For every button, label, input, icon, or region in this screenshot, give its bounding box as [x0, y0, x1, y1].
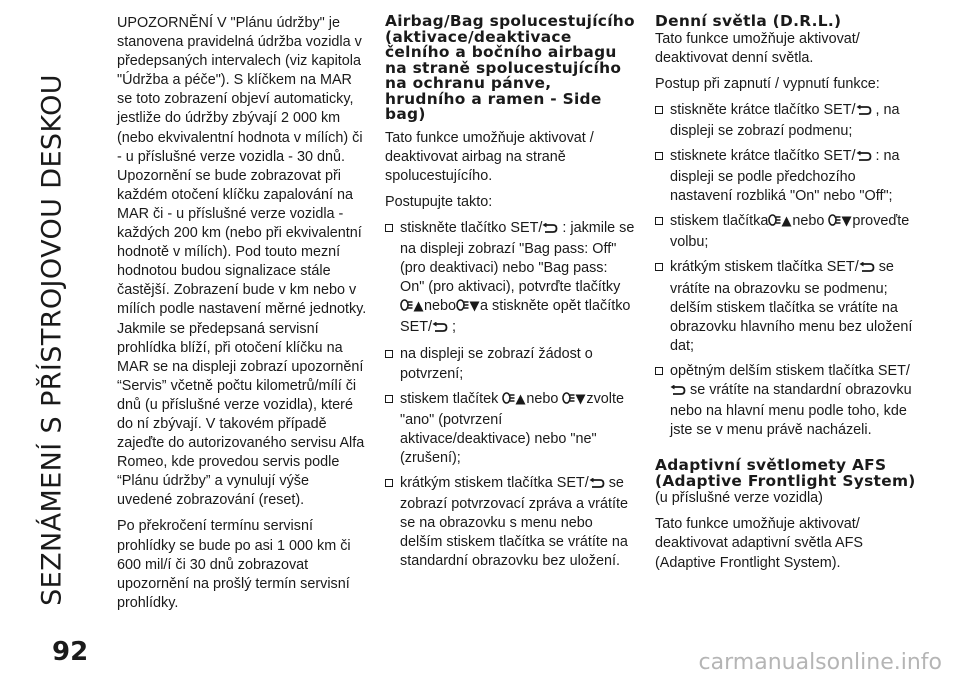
back-arrow-icon [859, 260, 875, 279]
drl-step-3: stiskem tlačítka nebo proveďte volbu; [655, 212, 917, 252]
back-arrow-icon [670, 383, 686, 402]
triangle-up-icon [781, 214, 792, 233]
airbag-step-2: na displeji se zobrazí žádost o potvrzení; [385, 345, 635, 383]
afs-heading: Adaptivní světlomety AFS (Adaptive Frontlight System) [655, 456, 916, 490]
drl-heading: Denní světla (D.R.L.) [655, 12, 842, 30]
back-arrow-icon [856, 149, 872, 168]
section-title-vertical: SEZNÁMENÍ S PŘÍSTROJOVOU DESKOU [36, 74, 68, 606]
light-beam-icon [768, 213, 781, 233]
airbag-intro: Tato funkce umožňuje aktivovat / deaktivovat airbag na straně spolucestujícího. [385, 129, 594, 184]
light-beam-icon [400, 298, 413, 318]
checkbox-bullet-icon [655, 263, 663, 271]
page-number: 92 [52, 637, 89, 667]
checkbox-bullet-icon [655, 367, 663, 375]
overdue-paragraph: Po překročení termínu servisní prohlídky se bude po asi 1 000 km či 600 mil/í či 30 dnů zobrazovat upozornění na prošlý termín servisní prohlídky. [117, 518, 351, 611]
column-3 [655, 14, 917, 580]
airbag-step-4: krátkým stiskem tlačítka SET/ se zobrazí potvrzovací zpráva a vrátíte se na obrazovku s menu nebo delším stiskem tlačítka se vrátíte na standardní obrazovku bez uložení. [385, 474, 635, 571]
afs-version-note: (u příslušné verze vozidla) [655, 490, 823, 507]
afs-intro: Tato funkce umožňuje aktivovat/ deaktivovat adaptivní světla AFS (Adaptive Frontlight System). [655, 516, 863, 571]
checkbox-bullet-icon [655, 217, 663, 225]
drl-step-2: stisknete krátce tlačítko SET/ : na displeji se podle předchozího nastavení rozbliká "On" nebo "Off"; [655, 147, 917, 206]
back-arrow-icon [542, 221, 558, 240]
airbag-heading: Airbag/Bag spolucestujícího (aktivace/deaktivace čelního a bočního airbagu na straně spolucestujícího na ochranu pánve, hrudního a ramen - Side bag) [385, 12, 635, 123]
light-beam-icon [562, 391, 575, 411]
triangle-down-icon [469, 299, 480, 318]
column-2 [385, 14, 635, 577]
airbag-step-3: stiskem tlačítek nebo zvolte "ano" (potvrzení aktivace/deaktivace) nebo "ne" (zrušení); [385, 390, 635, 468]
drl-intro: Tato funkce umožňuje aktivovat/ deaktivovat denní světla. [655, 30, 860, 66]
triangle-up-icon [515, 392, 526, 411]
triangle-down-icon [841, 214, 852, 233]
checkbox-bullet-icon [655, 152, 663, 160]
light-beam-icon [502, 391, 515, 411]
airbag-step-1: stiskněte tlačítko SET/ : jakmile se na displeji zobrazí "Bag pass: Off" (pro deaktivaci) nebo "Bag pass: On" (pro aktivaci), potvrďte tlačítky nebo a stiskněte opět tlačítko SET/ ; [385, 219, 635, 340]
drl-steps-label: Postup při zapnutí / vypnutí funkce: [655, 75, 880, 92]
back-arrow-icon [589, 476, 605, 495]
light-beam-icon [828, 213, 841, 233]
airbag-steps-label: Postupujte takto: [385, 193, 493, 210]
drl-step-4: krátkým stiskem tlačítka SET/ se vrátíte na obrazovku se podmenu; delším stiskem tlačítka se vrátíte na obrazovku hlavního menu bez uložení dat; [655, 258, 917, 355]
back-arrow-icon [432, 320, 448, 339]
checkbox-bullet-icon [385, 350, 393, 358]
drl-step-5: opětným delším stiskem tlačítka SET/ se vrátíte na standardní obrazovku nebo na hlavní menu podle toho, kde jste se v menu právě nacházeli. [655, 362, 917, 440]
checkbox-bullet-icon [385, 395, 393, 403]
triangle-down-icon [575, 392, 586, 411]
drl-step-1: stiskněte krátce tlačítko SET/ , na displeji se zobrazí podmenu; [655, 101, 917, 141]
watermark: carmanualsonline.info [698, 650, 942, 675]
back-arrow-icon [856, 103, 872, 122]
checkbox-bullet-icon [385, 479, 393, 487]
light-beam-icon [456, 298, 469, 318]
service-warning-paragraph: UPOZORNĚNÍ V "Plánu údržby" je stanovena pravidelná údržba vozidla v předepsaných intervalech (viz kapitola "Údržba a péče"). S klíčkem na MAR se toto zobrazení objeví automaticky, jestliže do údržby zbývají 2 000 km (nebo ekvivalentní hodnota v mílích) či - u příslušné verze vozidla - 30 dnů. Upozornění se bude zobrazovat při každém otočení klíčku zapalování na MAR či - u příslušné verze vozidla - každých 200 km (nebo při ekvivalentní hodnotě v mílích). Pod touto mezní hodnotou budou signalizace stále častější. Zobrazení bude v km nebo v mílích podle nastavení měrné jednotky. Jakmile se předepsaná servisní prohlídka blíží, při otočení klíčku na MAR se na displeji zobrazí upozornění “Servis” včetně počtu kilometrů/mílí či dnů (u příslušné verze vozidla), které do ní zbývají. V takovém případě zajeďte do autorizovaného servisu Alfa Romeo, kde provedou servis podle “Plánu údržby” a vynulují výše uvedené zobrazování (reset). [117, 15, 367, 509]
checkbox-bullet-icon [385, 224, 393, 232]
checkbox-bullet-icon [655, 106, 663, 114]
triangle-up-icon [413, 299, 424, 318]
column-1 [117, 14, 367, 620]
